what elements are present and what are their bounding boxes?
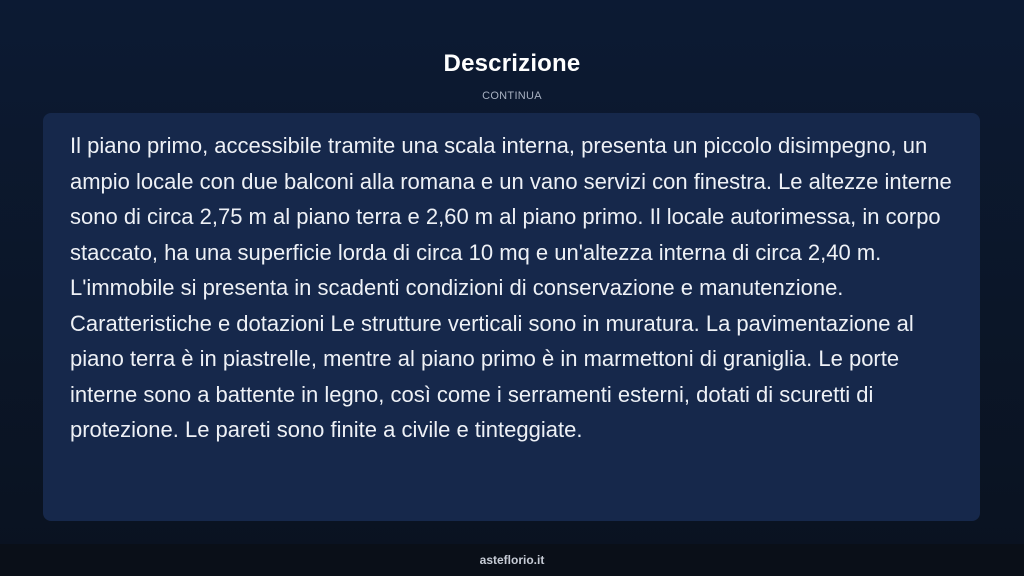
page-title: Descrizione — [443, 50, 581, 77]
footer-site: asteflorio.it — [479, 553, 545, 567]
continua-label: CONTINUA — [482, 90, 542, 102]
description-text: Il piano primo, accessibile tramite una scala interna, presenta un piccolo disimpegno, un ampio locale con due balconi alla romana e un vano servizi con finestra. Le altezze interne sono di circa 2,75 m al piano terra e 2,60 m al piano primo. Il locale autorimessa, in corpo staccato, ha una superficie lorda di circa 10 mq e un'altezza interna di circa 2,40 m. L'immobile si presenta in scadenti condizioni di conservazione e manutenzione. Caratteristiche e dotazioni Le strutture verticali sono in muratura. La pavimentazione al piano terra è in piastrelle, mentre al piano primo è in marmettoni di graniglia. Le porte interne sono a battente in legno, così come i serramenti esterni, dotati di scuretti di protezione. Le pareti sono finite a civile e tinteggiate. — [70, 133, 952, 442]
description-card — [43, 113, 980, 521]
